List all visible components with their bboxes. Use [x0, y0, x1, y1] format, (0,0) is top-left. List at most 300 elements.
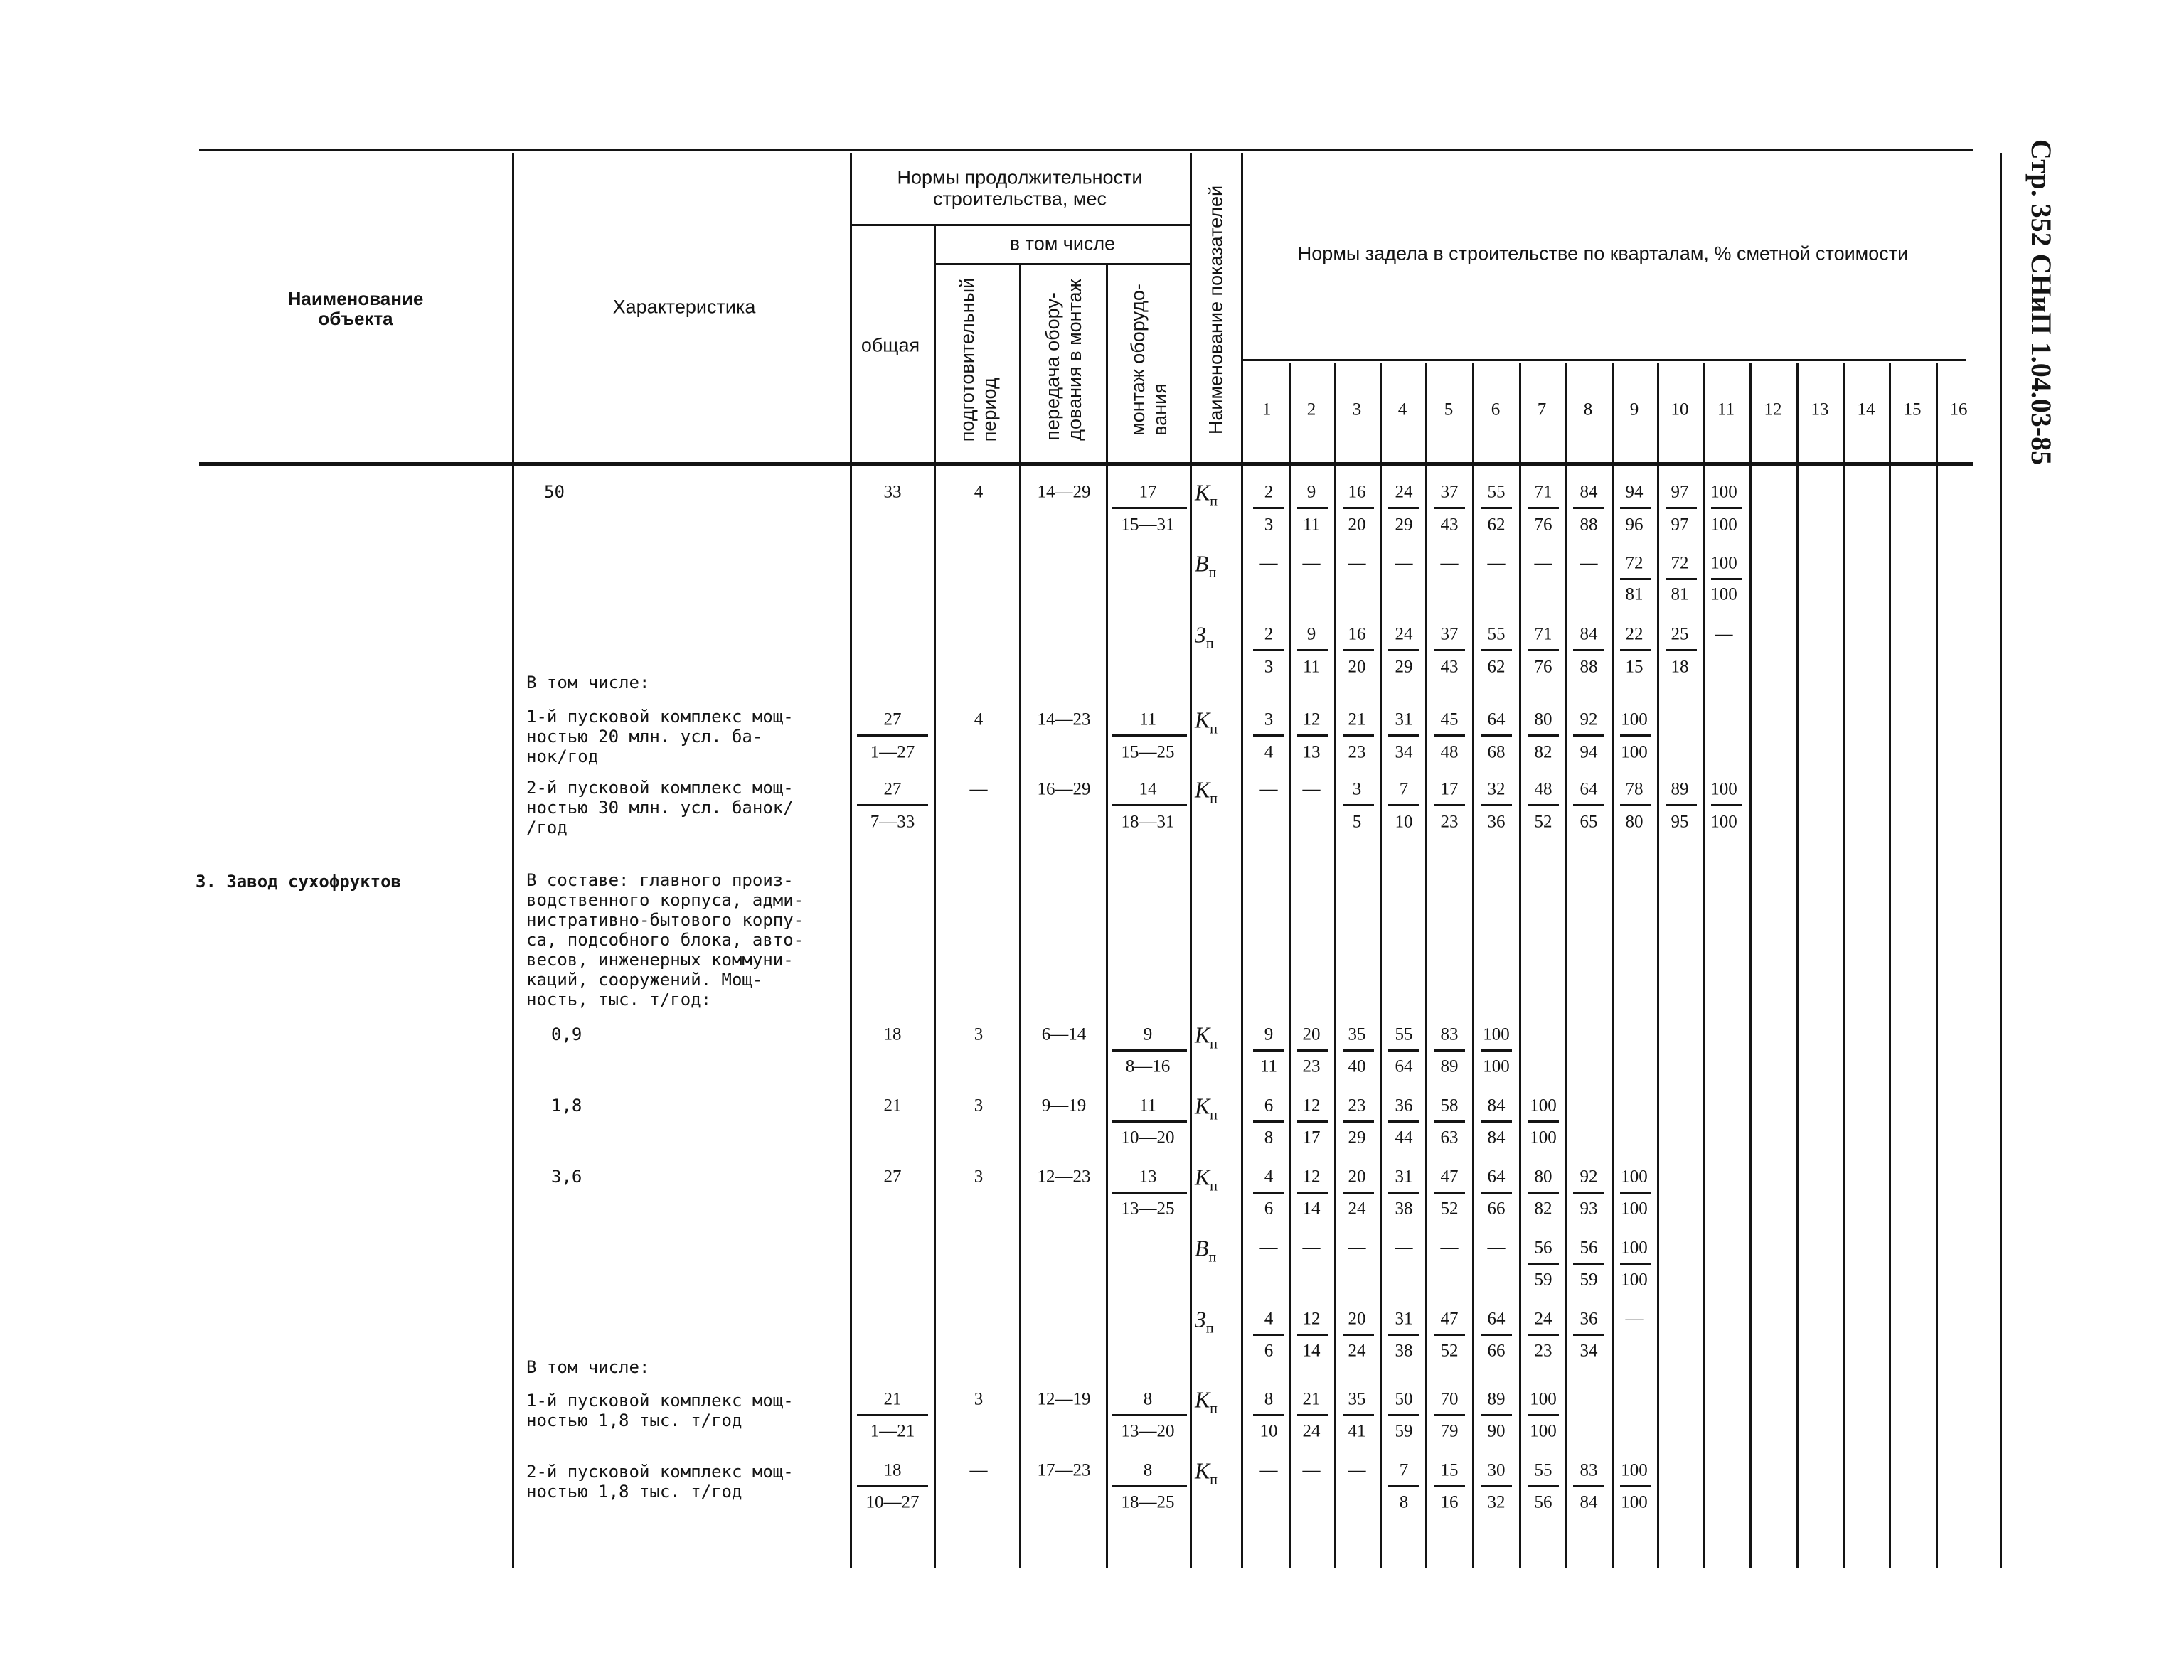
fraction-line — [1434, 507, 1465, 509]
backlog-value: 20 — [1348, 1309, 1366, 1329]
quarter-number-15: 15 — [1903, 400, 1922, 419]
characteristic-text: /год — [526, 818, 568, 838]
backlog-value: 3 — [1352, 779, 1362, 799]
fraction-line — [1528, 1263, 1559, 1265]
backlog-value: 47 — [1440, 1309, 1459, 1329]
indicator-subscript: п — [1210, 1036, 1218, 1052]
backlog-value: 81 — [1625, 584, 1644, 604]
header-preparatory-period — [957, 278, 1001, 442]
backlog-value: — — [1348, 1238, 1366, 1258]
fraction-line — [1666, 507, 1697, 509]
duration-header-rule — [850, 224, 1190, 226]
fraction-line — [1620, 734, 1651, 737]
backlog-value: 82 — [1534, 1199, 1552, 1219]
backlog-value: 80 — [1625, 812, 1644, 832]
transfer-duration: 14—29 — [1037, 482, 1091, 502]
indicator-label — [1195, 1166, 1218, 1194]
col-sep-installation — [1106, 264, 1108, 1568]
indicator-label — [1195, 1386, 1218, 1417]
quarter-col-sep-4 — [1380, 363, 1382, 1568]
fraction-line — [1620, 804, 1651, 806]
fraction-line — [1434, 1414, 1465, 1416]
fraction-line — [1343, 1334, 1374, 1336]
header-equipment-transfer-line: дования в монтаж — [1064, 279, 1085, 441]
backlog-value: 20 — [1348, 515, 1366, 535]
backlog-value: 34 — [1395, 742, 1413, 762]
quarter-number-2: 2 — [1306, 400, 1316, 419]
backlog-value: 66 — [1487, 1341, 1506, 1361]
backlog-value: 38 — [1395, 1199, 1413, 1219]
indicator-letter: К — [1195, 776, 1210, 803]
header-equipment-installation-line: вания — [1149, 383, 1171, 436]
characteristic-text: ностью 30 млн. усл. банок/ — [526, 798, 794, 818]
characteristic-text: 3,6 — [551, 1167, 582, 1187]
fraction-line — [1343, 1192, 1374, 1194]
header-indicator-name — [1205, 186, 1227, 434]
backlog-value: 12 — [1302, 1309, 1321, 1329]
backlog-value: 52 — [1440, 1199, 1459, 1219]
fraction-line — [1481, 1120, 1512, 1123]
backlog-value: 23 — [1348, 742, 1366, 762]
indicator-subscript: п — [1210, 1401, 1218, 1417]
backlog-value: 55 — [1534, 1460, 1552, 1480]
backlog-value: 36 — [1487, 812, 1506, 832]
backlog-value: 36 — [1580, 1309, 1598, 1329]
backlog-value: 97 — [1671, 515, 1689, 535]
preparatory-duration: 4 — [974, 710, 984, 729]
installation-duration: 8 — [1143, 1389, 1153, 1409]
backlog-value: — — [1302, 1238, 1321, 1258]
installation-range: 10—20 — [1121, 1128, 1175, 1147]
backlog-value: 83 — [1580, 1460, 1598, 1480]
backlog-value: 8 — [1264, 1389, 1274, 1409]
backlog-value: 32 — [1487, 1492, 1506, 1512]
characteristic-text: каций, сооружений. Мощ- — [526, 970, 763, 990]
characteristic-text: В том числе: — [526, 1357, 650, 1377]
backlog-value: 78 — [1625, 779, 1644, 799]
fraction-line — [1434, 649, 1465, 651]
backlog-value: 11 — [1302, 657, 1321, 677]
fraction-line — [1528, 1334, 1559, 1336]
col-sep-characteristic — [512, 153, 514, 1568]
characteristic-text: 2-й пусковой комплекс мощ- — [526, 1462, 794, 1482]
quarter-number-9: 9 — [1629, 400, 1639, 419]
backlog-value: 88 — [1580, 515, 1598, 535]
fraction-line — [1620, 507, 1651, 509]
characteristic-text: 50 — [544, 482, 565, 502]
backlog-value: 9 — [1264, 1024, 1274, 1044]
backlog-value: 24 — [1395, 482, 1413, 502]
backlog-value: 56 — [1534, 1492, 1552, 1512]
backlog-value: 89 — [1440, 1056, 1459, 1076]
backlog-value: 100 — [1710, 584, 1737, 604]
fraction-line — [1112, 1049, 1187, 1052]
backlog-value: 72 — [1625, 553, 1644, 573]
backlog-value: 38 — [1395, 1341, 1413, 1361]
backlog-value: 84 — [1487, 1128, 1506, 1147]
backlog-value: 47 — [1440, 1167, 1459, 1187]
quarter-number-5: 5 — [1444, 400, 1454, 419]
header-including: в том числе — [1009, 232, 1116, 255]
quarter-number-4: 4 — [1397, 400, 1407, 419]
fraction-line — [857, 1414, 928, 1416]
backlog-value: 80 — [1534, 1167, 1552, 1187]
backlog-value: 94 — [1580, 742, 1598, 762]
backlog-value: 70 — [1440, 1389, 1459, 1409]
fraction-line — [1388, 1334, 1419, 1336]
backlog-value: 62 — [1487, 515, 1506, 535]
right-margin-rule — [2000, 153, 2002, 1568]
installation-duration: 11 — [1139, 710, 1157, 729]
preparatory-duration: — — [969, 1460, 988, 1480]
header-bottom-rule — [199, 462, 1973, 466]
fraction-line — [1343, 1049, 1374, 1052]
header-characteristic: Характеристика — [612, 296, 756, 318]
total-duration-range: 1—27 — [870, 742, 915, 762]
quarter-col-sep-2 — [1289, 363, 1291, 1568]
backlog-value: 23 — [1534, 1341, 1552, 1361]
backlog-value: 37 — [1440, 624, 1459, 644]
indicator-letter: З — [1195, 1306, 1206, 1332]
fraction-line — [1388, 804, 1419, 806]
total-duration-range: 10—27 — [865, 1492, 920, 1512]
fraction-line — [1434, 804, 1465, 806]
backlog-value: 48 — [1440, 742, 1459, 762]
backlog-value: 24 — [1395, 624, 1413, 644]
indicator-letter: К — [1195, 1022, 1210, 1048]
preparatory-duration: 3 — [974, 1389, 984, 1409]
backlog-value: 43 — [1440, 515, 1459, 535]
header-duration-norms: Нормы продолжительности — [897, 166, 1143, 188]
backlog-value: 68 — [1487, 742, 1506, 762]
fraction-line — [1573, 1263, 1604, 1265]
fraction-line — [1481, 804, 1512, 806]
fraction-line — [1388, 507, 1419, 509]
backlog-value: 8 — [1264, 1128, 1274, 1147]
total-duration: 27 — [883, 779, 902, 799]
characteristic-text: ностью 1,8 тыс. т/год — [526, 1411, 742, 1430]
backlog-value: 95 — [1671, 812, 1689, 832]
backlog-value: 12 — [1302, 1167, 1321, 1187]
header-preparatory-period-line: подготовительный — [956, 277, 978, 442]
installation-range: 18—25 — [1121, 1492, 1175, 1512]
fraction-line — [1434, 1120, 1465, 1123]
backlog-value: 17 — [1440, 779, 1459, 799]
characteristic-text: ностью 1,8 тыс. т/год — [526, 1482, 742, 1502]
backlog-value: 40 — [1348, 1056, 1366, 1076]
backlog-value: 82 — [1534, 742, 1552, 762]
total-duration: 18 — [883, 1460, 902, 1480]
indicator-label — [1195, 1095, 1218, 1123]
indicator-subscript: п — [1208, 1249, 1217, 1266]
backlog-value: 3 — [1264, 515, 1274, 535]
backlog-value: 64 — [1580, 779, 1598, 799]
backlog-value: 55 — [1487, 482, 1506, 502]
backlog-value: 72 — [1671, 553, 1689, 573]
backlog-value: — — [1259, 779, 1278, 799]
page-label: Стр. 352 СНиП 1.04.03-85 — [2025, 139, 2057, 466]
characteristic-text: водственного корпуса, адми- — [526, 890, 804, 910]
backlog-value: 83 — [1440, 1024, 1459, 1044]
transfer-duration: 12—19 — [1037, 1389, 1091, 1409]
quarter-col-sep-15 — [1889, 363, 1891, 1568]
preparatory-duration: 3 — [974, 1024, 984, 1044]
fraction-line — [1528, 649, 1559, 651]
backlog-value: — — [1395, 553, 1413, 573]
installation-range: 18—31 — [1121, 812, 1175, 832]
fraction-line — [1573, 649, 1604, 651]
fraction-line — [1253, 1049, 1284, 1052]
backlog-value: 63 — [1440, 1128, 1459, 1147]
fraction-line — [1112, 734, 1187, 737]
backlog-value: 64 — [1487, 1167, 1506, 1187]
preparatory-duration: 3 — [974, 1096, 984, 1115]
indicator-label — [1195, 776, 1218, 807]
fraction-line — [1297, 1049, 1328, 1052]
fraction-line — [1434, 1485, 1465, 1487]
fraction-line — [1711, 578, 1742, 580]
backlog-value: 76 — [1534, 657, 1552, 677]
fraction-line — [857, 804, 928, 806]
quarter-col-sep-8 — [1565, 363, 1567, 1568]
backlog-value: — — [1440, 553, 1459, 573]
indicator-letter: В — [1195, 1235, 1209, 1261]
fraction-line — [1112, 1485, 1187, 1487]
fraction-line — [1297, 1192, 1328, 1194]
fraction-line — [1253, 507, 1284, 509]
backlog-value: 55 — [1395, 1024, 1413, 1044]
quarter-number-1: 1 — [1262, 400, 1272, 419]
backlog-value: 11 — [1302, 515, 1321, 535]
backlog-value: 59 — [1580, 1270, 1598, 1290]
backlog-value: 84 — [1580, 1492, 1598, 1512]
backlog-value: 100 — [1621, 1167, 1648, 1187]
fraction-line — [1343, 1414, 1374, 1416]
total-duration: 18 — [883, 1024, 902, 1044]
total-duration: 27 — [883, 1167, 902, 1187]
backlog-value: 79 — [1440, 1421, 1459, 1441]
backlog-value: 4 — [1264, 742, 1274, 762]
indicator-letter: К — [1195, 1164, 1210, 1190]
total-duration-range: 1—21 — [870, 1421, 915, 1441]
transfer-duration: 17—23 — [1037, 1460, 1091, 1480]
characteristic-text: нистративно-бытового корпу- — [526, 910, 804, 930]
backlog-value: — — [1348, 553, 1366, 573]
fraction-line — [1666, 804, 1697, 806]
object-name-dried-fruit-plant: 3. Завод сухофруктов — [196, 872, 401, 892]
fraction-line — [1481, 1485, 1512, 1487]
fraction-line — [1388, 1414, 1419, 1416]
backlog-value: 71 — [1534, 482, 1552, 502]
backlog-value: 9 — [1306, 482, 1316, 502]
characteristic-text: В составе: главного произ- — [526, 870, 794, 890]
indicator-subscript: п — [1210, 1178, 1218, 1194]
backlog-value: 32 — [1487, 779, 1506, 799]
quarter-number-16: 16 — [1949, 400, 1968, 419]
backlog-value: 52 — [1440, 1341, 1459, 1361]
backlog-value: 31 — [1395, 710, 1413, 729]
backlog-value: — — [1487, 553, 1506, 573]
backlog-value: 15 — [1625, 657, 1644, 677]
backlog-value: 56 — [1534, 1238, 1552, 1258]
backlog-value: 21 — [1348, 710, 1366, 729]
header-equipment-installation — [1127, 284, 1171, 436]
backlog-value: 31 — [1395, 1167, 1413, 1187]
backlog-value: — — [1487, 1238, 1506, 1258]
backlog-value: — — [1302, 1460, 1321, 1480]
quarter-col-sep-10 — [1657, 363, 1659, 1568]
characteristic-text: 2-й пусковой комплекс мощ- — [526, 778, 794, 798]
total-duration: 27 — [883, 710, 902, 729]
backlog-value: 6 — [1264, 1199, 1274, 1219]
installation-duration: 9 — [1143, 1024, 1153, 1044]
fraction-line — [1573, 507, 1604, 509]
characteristic-text: 1-й пусковой комплекс мощ- — [526, 1391, 794, 1411]
backlog-value: 45 — [1440, 710, 1459, 729]
backlog-value: 100 — [1530, 1128, 1557, 1147]
backlog-value: 48 — [1534, 779, 1552, 799]
backlog-value: 8 — [1399, 1492, 1409, 1512]
fraction-line — [1573, 804, 1604, 806]
fraction-line — [1297, 734, 1328, 737]
indicator-subscript: п — [1208, 565, 1217, 581]
backlog-value: 100 — [1621, 710, 1648, 729]
fraction-line — [1620, 1485, 1651, 1487]
fraction-line — [1253, 734, 1284, 737]
backlog-value: 44 — [1395, 1128, 1413, 1147]
fraction-line — [1573, 734, 1604, 737]
backlog-value: 17 — [1302, 1128, 1321, 1147]
backlog-value: 100 — [1710, 812, 1737, 832]
backlog-value: 3 — [1264, 657, 1274, 677]
col-sep-transfer — [1019, 264, 1021, 1568]
backlog-value: 2 — [1264, 482, 1274, 502]
installation-range: 15—31 — [1121, 515, 1175, 535]
backlog-value: 13 — [1302, 742, 1321, 762]
backlog-value: 7 — [1399, 779, 1409, 799]
backlog-value: — — [1534, 553, 1552, 573]
fraction-line — [1253, 1334, 1284, 1336]
backlog-value: 89 — [1487, 1389, 1506, 1409]
table-top-rule — [199, 149, 1973, 151]
backlog-value: 100 — [1710, 553, 1737, 573]
indicator-label — [1195, 1308, 1214, 1336]
col-sep-quarters — [1241, 153, 1243, 1568]
header-equipment-transfer-line: передача обору- — [1041, 292, 1063, 441]
indicator-label — [1195, 709, 1218, 737]
header-equipment-installation-line: монтаж оборудо- — [1126, 284, 1149, 436]
fraction-line — [1343, 507, 1374, 509]
backlog-value: 56 — [1580, 1238, 1598, 1258]
including-header-rule — [934, 263, 1190, 265]
installation-duration: 11 — [1139, 1096, 1157, 1115]
backlog-value: 71 — [1534, 624, 1552, 644]
backlog-value: 96 — [1625, 515, 1644, 535]
backlog-value: 29 — [1395, 515, 1413, 535]
installation-range: 13—25 — [1121, 1199, 1175, 1219]
backlog-value: 7 — [1399, 1460, 1409, 1480]
backlog-value: 24 — [1348, 1341, 1366, 1361]
transfer-duration: 16—29 — [1037, 779, 1091, 799]
fraction-line — [1528, 1414, 1559, 1416]
backlog-value: 12 — [1302, 710, 1321, 729]
fraction-line — [1481, 1049, 1512, 1052]
characteristic-text: ностью 20 млн. усл. ба- — [526, 727, 763, 747]
quarter-col-sep-3 — [1334, 363, 1336, 1568]
backlog-value: 34 — [1580, 1341, 1598, 1361]
fraction-line — [1434, 734, 1465, 737]
fraction-line — [1112, 804, 1187, 806]
header-total: общая — [861, 334, 920, 356]
backlog-value: 100 — [1530, 1096, 1557, 1115]
fraction-line — [1297, 649, 1328, 651]
quarter-number-11: 11 — [1717, 400, 1735, 419]
quarter-col-sep-12 — [1749, 363, 1752, 1568]
fraction-line — [1528, 1485, 1559, 1487]
fraction-line — [1528, 1120, 1559, 1123]
fraction-line — [1297, 507, 1328, 509]
fraction-line — [1112, 507, 1187, 509]
indicator-letter: К — [1195, 479, 1210, 505]
backlog-value: 2 — [1264, 624, 1274, 644]
fraction-line — [857, 1485, 928, 1487]
backlog-value: 100 — [1621, 1199, 1648, 1219]
characteristic-text: са, подсобного блока, авто- — [526, 930, 804, 950]
fraction-line — [1297, 1414, 1328, 1416]
fraction-line — [1620, 1192, 1651, 1194]
backlog-value: 84 — [1580, 624, 1598, 644]
backlog-value: — — [1715, 624, 1733, 644]
quarter-col-sep-7 — [1519, 363, 1521, 1568]
fraction-line — [1481, 734, 1512, 737]
indicator-subscript: п — [1210, 791, 1218, 807]
backlog-value: 36 — [1395, 1096, 1413, 1115]
backlog-value: 20 — [1348, 657, 1366, 677]
backlog-value: 25 — [1671, 624, 1689, 644]
fraction-line — [1253, 1414, 1284, 1416]
indicator-label — [1195, 481, 1218, 509]
backlog-value: 97 — [1671, 482, 1689, 502]
backlog-value: 89 — [1671, 779, 1689, 799]
quarter-number-6: 6 — [1491, 400, 1501, 419]
preparatory-duration: 4 — [974, 482, 984, 502]
backlog-value: 92 — [1580, 1167, 1598, 1187]
backlog-value: 62 — [1487, 657, 1506, 677]
header-backlog-norms: Нормы задела в строительстве по кварталам, % сметной стоимости — [1297, 242, 1909, 264]
backlog-value: — — [1580, 553, 1598, 573]
backlog-value: 3 — [1264, 710, 1274, 729]
fraction-line — [1253, 649, 1284, 651]
quarter-col-sep-6 — [1472, 363, 1474, 1568]
backlog-value: 4 — [1264, 1167, 1274, 1187]
total-duration-range: 7—33 — [870, 812, 915, 832]
backlog-value: 59 — [1395, 1421, 1413, 1441]
characteristic-text: 1,8 — [551, 1096, 582, 1115]
transfer-duration: 6—14 — [1041, 1024, 1087, 1044]
quarter-number-12: 12 — [1764, 400, 1782, 419]
backlog-value: 93 — [1580, 1199, 1598, 1219]
backlog-value: 100 — [1483, 1056, 1510, 1076]
backlog-value: 14 — [1302, 1341, 1321, 1361]
fraction-line — [1528, 734, 1559, 737]
header-equipment-transfer — [1042, 279, 1086, 440]
indicator-subscript: п — [1210, 1107, 1218, 1123]
backlog-value: — — [1259, 1238, 1278, 1258]
header-duration-norms: строительства, мес — [933, 188, 1107, 210]
total-duration: 21 — [883, 1389, 902, 1409]
backlog-value: — — [1348, 1460, 1366, 1480]
backlog-value: 100 — [1710, 779, 1737, 799]
